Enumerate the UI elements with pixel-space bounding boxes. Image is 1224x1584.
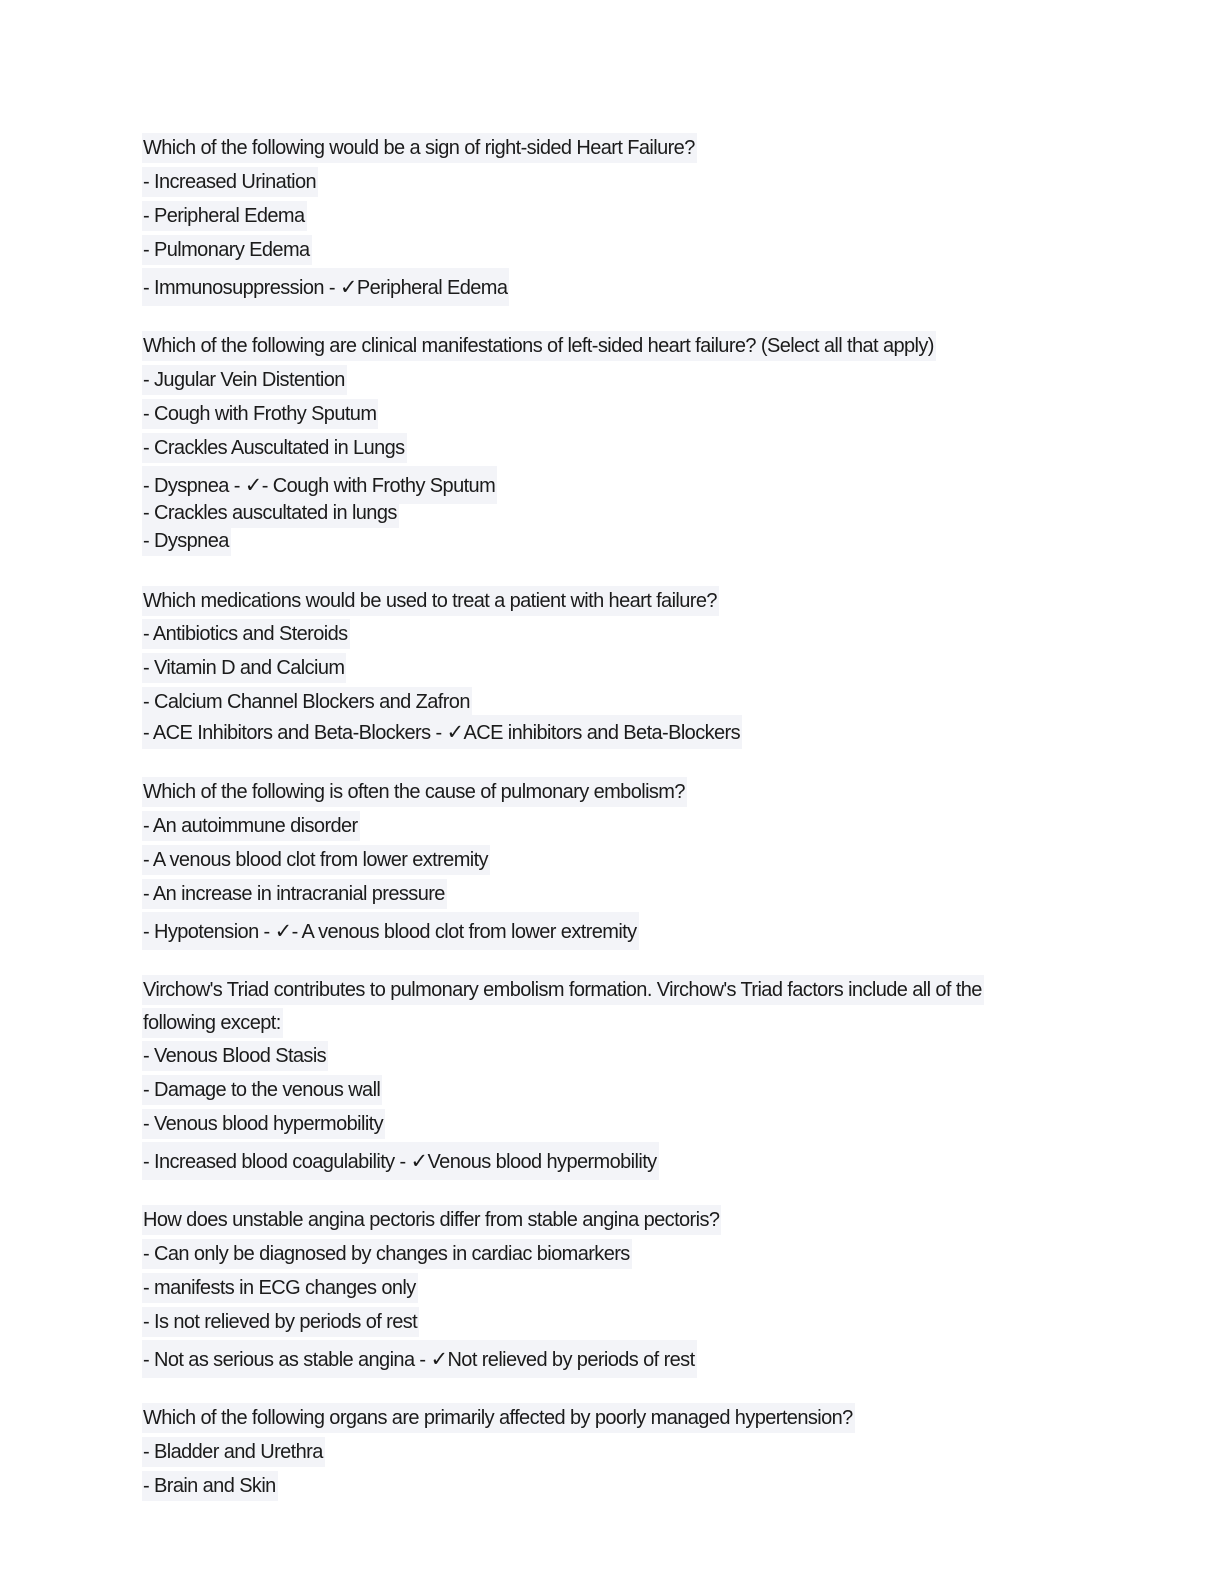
option-with-answer: [142, 1142, 659, 1180]
option: - An increase in intracranial pressure: [142, 879, 447, 909]
answer: Peripheral Edema: [356, 277, 508, 299]
check-mark-icon: ✓: [410, 1149, 428, 1173]
question-text: How does unstable angina pectoris differ from stable angina pectoris?: [142, 1205, 721, 1235]
answer-extra: - Crackles auscultated in lungs: [142, 498, 399, 528]
check-mark-icon: ✓: [430, 1347, 448, 1371]
answer: - Cough with Frothy Sputum: [261, 475, 496, 497]
answer: ACE inhibitors and Beta-Blockers: [463, 722, 740, 744]
option: - manifests in ECG changes only: [142, 1273, 418, 1303]
option: - Antibiotics and Steroids: [142, 619, 350, 649]
option: - Venous Blood Stasis: [142, 1041, 328, 1071]
answer-extra: - Dyspnea: [142, 526, 231, 556]
check-mark-icon: ✓: [446, 720, 464, 744]
question-text: Which of the following would be a sign of right-sided Heart Failure?: [142, 133, 697, 163]
option: - Not as serious as stable angina -: [143, 1349, 431, 1371]
answer: - A venous blood clot from lower extremity: [291, 921, 637, 943]
option: - Increased Urination: [142, 167, 318, 197]
option: - ACE Inhibitors and Beta-Blockers -: [143, 722, 447, 744]
option: - Venous blood hypermobility: [142, 1109, 385, 1139]
option-with-answer: [142, 715, 742, 749]
question-text: Which of the following organs are primarily affected by poorly managed hypertension?: [142, 1403, 855, 1433]
question-text-continued: following except:: [142, 1008, 283, 1038]
question-text: Which medications would be used to treat a patient with heart failure?: [142, 586, 719, 616]
option: - Vitamin D and Calcium: [142, 653, 346, 683]
option: - Increased blood coagulability -: [143, 1151, 411, 1173]
option: - Jugular Vein Distention: [142, 365, 347, 395]
check-mark-icon: ✓: [274, 919, 292, 943]
question-text: Which of the following are clinical manifestations of left-sided heart failure? (Select all that apply): [142, 331, 936, 361]
option: - An autoimmune disorder: [142, 811, 360, 841]
option: - Crackles Auscultated in Lungs: [142, 433, 407, 463]
option: - Bladder and Urethra: [142, 1437, 325, 1467]
option: - Brain and Skin: [142, 1471, 278, 1501]
option: - Dyspnea -: [143, 475, 245, 497]
option: - Peripheral Edema: [142, 201, 307, 231]
option: - A venous blood clot from lower extremity: [142, 845, 490, 875]
answer: Venous blood hypermobility: [427, 1151, 657, 1173]
answer: Not relieved by periods of rest: [447, 1349, 695, 1371]
question-text: Virchow's Triad contributes to pulmonary embolism formation. Virchow's Triad factors include all of the: [142, 975, 984, 1005]
question-text: Which of the following is often the cause of pulmonary embolism?: [142, 777, 687, 807]
option: - Calcium Channel Blockers and Zafron: [142, 687, 472, 717]
check-mark-icon: ✓: [244, 473, 262, 497]
option-with-answer: [142, 912, 639, 950]
option: - Immunosuppression -: [143, 277, 340, 299]
option: - Damage to the venous wall: [142, 1075, 382, 1105]
check-mark-icon: ✓: [339, 275, 357, 299]
option-with-answer: [142, 1340, 697, 1378]
option: - Hypotension -: [143, 921, 275, 943]
option: - Cough with Frothy Sputum: [142, 399, 378, 429]
option: - Pulmonary Edema: [142, 235, 312, 265]
option: - Is not relieved by periods of rest: [142, 1307, 419, 1337]
option-with-answer: [142, 268, 509, 306]
option: - Can only be diagnosed by changes in cardiac biomarkers: [142, 1239, 632, 1269]
